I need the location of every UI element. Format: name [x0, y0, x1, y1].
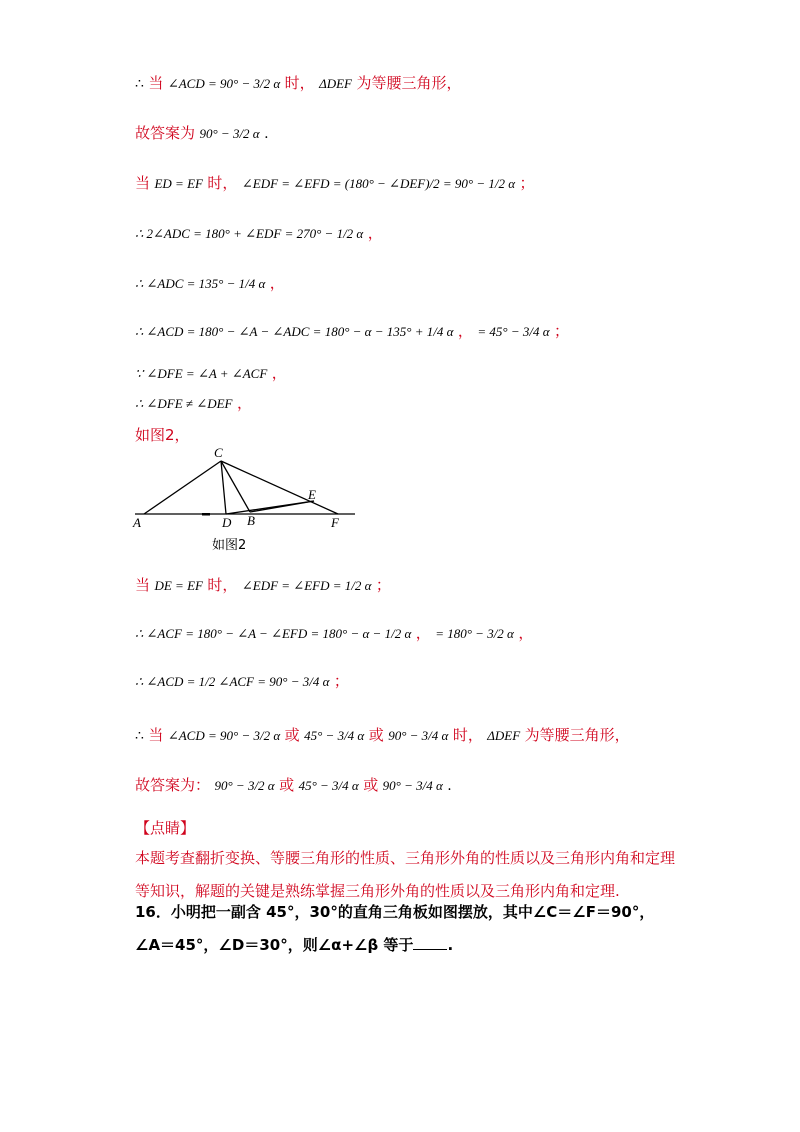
text-shi: 时，	[284, 74, 315, 92]
line-8	[135, 392, 252, 413]
therefore-symbol: ∴	[135, 728, 144, 744]
line-2	[135, 122, 269, 143]
line-10	[135, 574, 391, 595]
label-c: C	[214, 445, 223, 460]
math-expr: ∴ ∠ACD = 1/2 ∠ACF = 90° − 3/4 α	[135, 674, 330, 689]
punct: ；	[333, 672, 349, 690]
line-14	[135, 774, 452, 795]
math-expr: ΔDEF	[319, 76, 352, 91]
punct: ，	[236, 394, 252, 412]
punct: ，	[271, 364, 287, 382]
text-dang: 当	[135, 576, 151, 594]
punct: ，	[367, 224, 383, 242]
text-conclusion: 为等腰三角形，	[524, 726, 630, 744]
line-5	[135, 272, 285, 293]
punct: .	[447, 778, 452, 794]
text-shi: 时，	[207, 174, 238, 192]
math-expr: ∴ 2∠ADC = 180° + ∠EDF = 270° − 1/2 α	[135, 226, 364, 241]
tick-mark	[202, 513, 210, 516]
line-9	[135, 424, 190, 445]
figure-ref: 如图2，	[135, 426, 190, 444]
text-or: 或	[368, 726, 384, 744]
label-d: D	[222, 515, 232, 530]
math-expr: 45° − 3/4 α	[298, 778, 359, 793]
question-text: 16．小明把一副含 45°，30°的直角三角板如图摆放，其中∠C＝∠F＝90°，∠A＝45°，∠D＝30°，则∠α+∠β 等于	[135, 903, 655, 954]
text-or: 或	[279, 776, 295, 794]
punct: ，	[269, 274, 285, 292]
punct: ；	[519, 174, 535, 192]
label-f: F	[331, 515, 339, 530]
punct: .	[264, 126, 269, 142]
answer-label: 故答案为：	[135, 776, 211, 794]
math-expr: 90° − 3/4 α	[382, 778, 443, 793]
text-shi: 时，	[452, 726, 483, 744]
math-expr: 90° − 3/2 α	[214, 778, 275, 793]
math-expr: ED = EF	[154, 176, 203, 191]
math-expr: ΔDEF	[487, 728, 521, 743]
line-12	[135, 670, 349, 691]
text-or: 或	[284, 726, 300, 744]
line-11	[135, 622, 533, 643]
line-3	[135, 172, 535, 193]
math-expr: = 45° − 3/4 α	[477, 324, 550, 339]
text-dang: 当	[148, 74, 164, 92]
answer-blank[interactable]	[413, 935, 447, 950]
question-16	[135, 896, 675, 962]
punct: .	[447, 936, 454, 954]
figure-caption: 如图2	[212, 538, 247, 553]
text-conclusion: 为等腰三角形，	[356, 74, 462, 92]
comment-heading: 【点睛】	[135, 819, 196, 837]
math-expr: ∴ ∠ACD = 180° − ∠A − ∠ADC = 180° − α − 135° + 1/4 α	[135, 324, 454, 339]
punct: ，	[518, 624, 534, 642]
math-expr: ∴ ∠ADC = 135° − 1/4 α	[135, 276, 266, 291]
math-expr: DE = EF	[154, 578, 203, 593]
text-shi: 时，	[207, 576, 238, 594]
math-expr: 90° − 3/2 α	[199, 126, 260, 141]
punct: ，	[457, 322, 473, 340]
math-expr: ∴ ∠DFE ≠ ∠DEF	[135, 396, 233, 411]
segment-eb	[250, 501, 314, 512]
comment-body: 本题考查翻折变换、等腰三角形的性质、三角形外角的性质以及三角形内角和定理等知识，解题的关键是熟练掌握三角形外角的性质以及三角形内角和定理.	[135, 849, 676, 900]
line-13	[135, 724, 630, 745]
label-e: E	[308, 487, 316, 502]
label-a: A	[133, 515, 141, 530]
therefore-symbol: ∴	[135, 76, 144, 92]
math-expr: ∠ACD = 90° − 3/2 α	[167, 76, 281, 91]
punct: ；	[553, 322, 569, 340]
text-dang: 当	[135, 174, 151, 192]
math-expr: 45° − 3/4 α	[304, 728, 365, 743]
line-1	[135, 72, 461, 93]
answer-label: 故答案为	[135, 124, 196, 142]
math-expr: ∠EDF = ∠EFD = 1/2 α	[241, 578, 372, 593]
math-expr: ∴ ∠ACF = 180° − ∠A − ∠EFD = 180° − α − 1/2 α	[135, 626, 412, 641]
math-expr: 90° − 3/4 α	[388, 728, 449, 743]
figure-2	[130, 443, 370, 555]
text-dang: 当	[148, 726, 164, 744]
math-expr: ∠ACD = 90° − 3/2 α	[167, 728, 281, 743]
line-4	[135, 222, 383, 243]
math-expr: ∵ ∠DFE = ∠A + ∠ACF	[135, 366, 268, 381]
math-expr: ∠EDF = ∠EFD = (180° − ∠DEF)/2 = 90° − 1/2 α	[241, 176, 516, 191]
label-b: B	[247, 513, 255, 528]
text-or: 或	[363, 776, 379, 794]
punct: ；	[375, 576, 391, 594]
punct: ，	[415, 624, 431, 642]
line-6	[135, 320, 569, 341]
math-expr: = 180° − 3/2 α	[435, 626, 514, 641]
line-7	[135, 362, 287, 383]
segment-ac	[144, 461, 221, 514]
